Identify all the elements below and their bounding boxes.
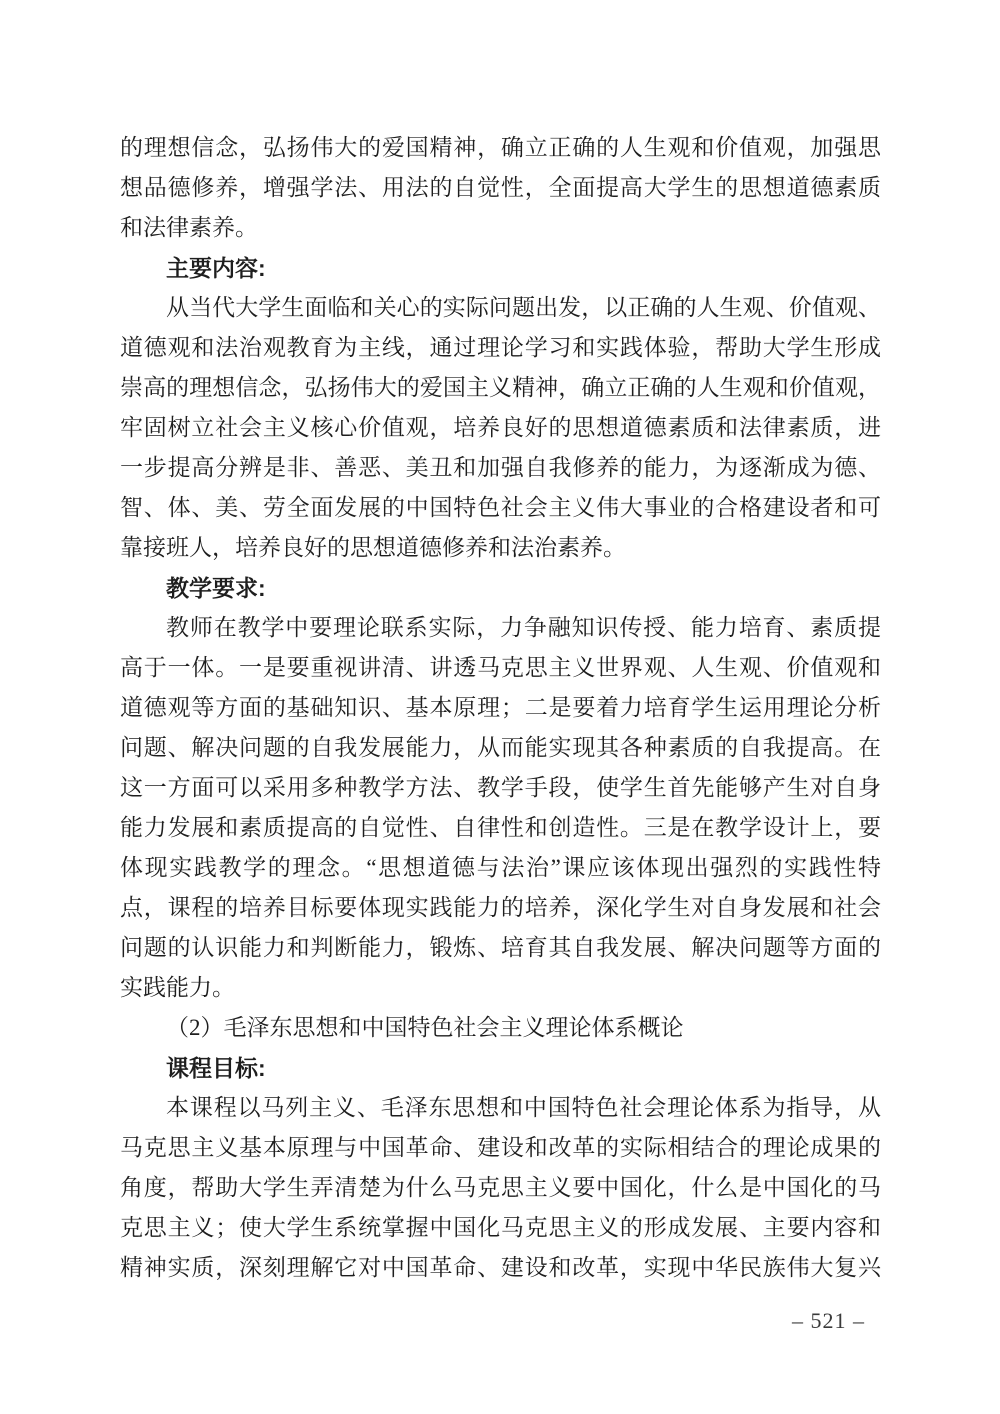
text-line: 靠接班人，培养良好的思想道德修养和法治素养。 <box>120 535 626 560</box>
text-line: 高于一体。一是要重视讲清、讲透马克思主义世界观、人生观、价值观和 <box>120 655 881 680</box>
text-line: 的理想信念，弘扬伟大的爱国精神，确立正确的人生观和价值观，加强思 <box>120 135 881 160</box>
text-line: 智、体、美、劳全面发展的中国特色社会主义伟大事业的合格建设者和可 <box>120 495 881 520</box>
text-line: 马克思主义基本原理与中国革命、建设和改革的实际相结合的理论成果的 <box>120 1135 881 1160</box>
text-line: 想品德修养，增强学法、用法的自觉性，全面提高大学生的思想道德素质 <box>120 175 881 200</box>
text-line: 从当代大学生面临和关心的实际问题出发，以正确的人生观、价值观、 <box>166 295 881 320</box>
paragraph <box>120 288 881 568</box>
section-heading <box>120 568 881 608</box>
text-line: 能力发展和素质提高的自觉性、自律性和创造性。三是在教学设计上，要 <box>120 815 881 840</box>
paragraph <box>120 608 881 1008</box>
text-line: 崇高的理想信念，弘扬伟大的爱国主义精神，确立正确的人生观和价值观， <box>120 375 881 400</box>
text-line: 道德观等方面的基础知识、基本原理；二是要着力培育学生运用理论分析 <box>120 695 881 720</box>
paragraph <box>120 1088 881 1288</box>
text-line: 一步提高分辨是非、善恶、美丑和加强自我修养的能力，为逐渐成为德、 <box>120 455 881 480</box>
document-content <box>120 128 881 1288</box>
text-line: 本课程以马列主义、毛泽东思想和中国特色社会理论体系为指导，从 <box>166 1095 881 1120</box>
text-line: 克思主义；使大学生系统掌握中国化马克思主义的形成发展、主要内容和 <box>120 1215 881 1240</box>
text-line: 教师在教学中要理论联系实际，力争融知识传授、能力培育、素质提 <box>166 615 881 640</box>
text-line: 和法律素养。 <box>120 215 258 240</box>
text-line: 问题、解决问题的自我发展能力，从而能实现其各种素质的自我提高。在 <box>120 735 881 760</box>
text-line: 教学要求: <box>166 575 266 601</box>
page-number: – 521 – <box>792 1308 865 1333</box>
text-line: 主要内容: <box>166 255 266 281</box>
paragraph <box>120 128 881 248</box>
list-item-heading <box>120 1008 881 1048</box>
text-line: 课程目标: <box>166 1055 266 1081</box>
text-line: 实践能力。 <box>120 975 235 1000</box>
section-heading <box>120 1048 881 1088</box>
section-heading <box>120 248 881 288</box>
text-line: 精神实质，深刻理解它对中国革命、建设和改革，实现中华民族伟大复兴 <box>120 1255 881 1280</box>
text-line: 体现实践教学的理念。“思想道德与法治”课应该体现出强烈的实践性特 <box>120 855 881 880</box>
text-line: 问题的认识能力和判断能力，锻炼、培育其自我发展、解决问题等方面的 <box>120 935 881 960</box>
text-line: （2）毛泽东思想和中国特色社会主义理论体系概论 <box>166 1015 684 1040</box>
text-line: 牢固树立社会主义核心价值观，培养良好的思想道德素质和法律素质，进 <box>120 415 881 440</box>
text-line: 点，课程的培养目标要体现实践能力的培养，深化学生对自身发展和社会 <box>120 895 881 920</box>
text-line: 道德观和法治观教育为主线，通过理论学习和实践体验，帮助大学生形成 <box>120 335 881 360</box>
text-line: 角度，帮助大学生弄清楚为什么马克思主义要中国化，什么是中国化的马 <box>120 1175 881 1200</box>
text-line: 这一方面可以采用多种教学方法、教学手段，使学生首先能够产生对自身 <box>120 775 881 800</box>
